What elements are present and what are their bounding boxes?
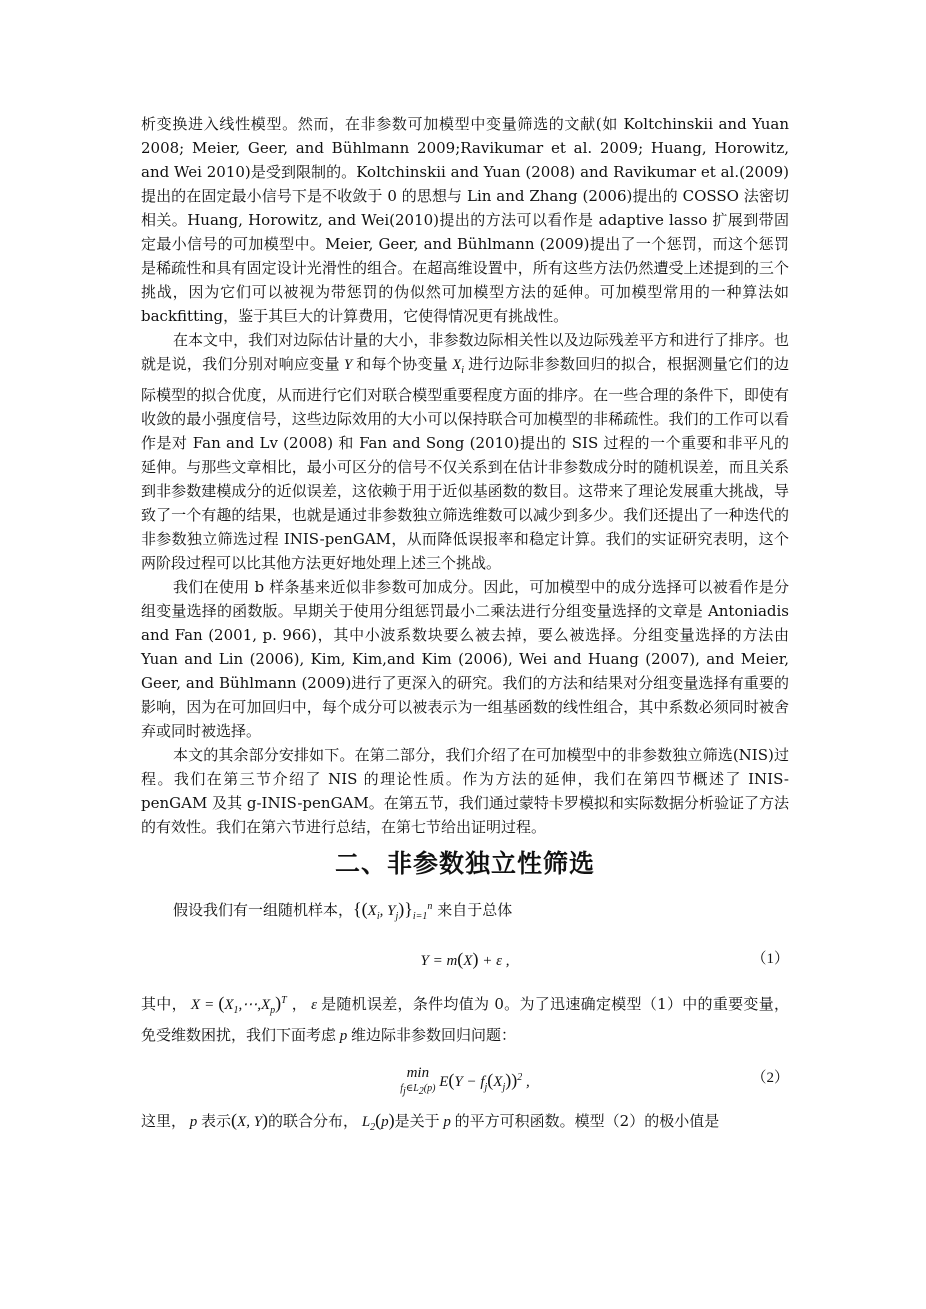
where-sentence: 其中， $X = (X_1,\cdots,X_p)^T$ ， ε 是随机误差，条件均值为 0。为了迅速确定模型（1）中的重要变量，免受维数困扰，我们下面考虑 p 维边际非参数回归问题： [141,993,789,1044]
equation-2-min: min [406,1065,430,1082]
sample-text-after: 来自于总体 [437,901,513,919]
equation-1-number: （1） [751,951,789,967]
paragraph-2: 在本文中，我们对边际估计量的大小，非参数边际相关性以及边际残差平方和进行了排序。也就是说，我们分别对响应变量 Y 和每个协变量 $X_i$ 进行边际非参数回归的拟合，根据测量它们的边际模型的拟合优度，从而进行它们对联合模型重要程度方面的排序。在一些合理的条件下，即使有收敛的最小强度信号，这些边际效用的大小可以保持联合可加模型的非稀疏性。我们的工作可以看作是对 Fan and Lv (2008) 和 Fan and Song (2010)提出的 SIS 过程的一个重要和非平凡的延伸。与那些文章相比，最小可区分的信号不仅关系到在估计非参数成分时的随机误差，而且关系到非参数建模成分的近似误差，这依赖于用于近似基函数的数目。这带来了理论发展重大挑战，导致了一个有趣的结果，也就是通过非参数独立筛选维数可以减少到多少。我们还提出了一种迭代的非参数独立筛选过程 INIS-penGAM，从而降低误报率和稳定计算。我们的实证研究表明，这个两阶段过程可以比其他方法更好地处理上述三个挑战。 [141,331,789,572]
sample-formula: {($X_i$, $Y_j)\}_{i=1}^n$ [353,899,433,922]
paragraph-2-part-b: 和每个协变量 [356,355,449,373]
last-text-d: 是关于 [394,1112,440,1130]
where-text-c: 维边际非参数回归问题： [351,1026,517,1044]
where-text-b: 是随机误差，条件均值为 0。为了迅速确定模型（1）中的重要变量，免受维数困扰，我们下面考虑 [141,995,789,1044]
paragraph-2-part-c: 进行边际非参数回归的拟合，根据测量它们的边际模型的拟合优度，从而进行它们对联合模型重要程度方面的排序。在一些合理的条件下，即使有收敛的最小强度信号，这些边际效用的大小可以保持联合可加模型的非稀疏性。我们的工作可以看作是对 Fan and Lv (2008) 和 Fan and Song (2010)提出的 SIS 过程的一个重要和非平凡的延伸。与那些文章相比，最小可区分的信号不仅关系到在估计非参数成分时的随机误差，而且关系到非参数建模成分的近似误差，这依赖于用于近似基函数的数目。这带来了理论发展重大挑战，导致了一个有趣的结果，也就是通过非参数独立筛选维数可以减少到多少。我们还提出了一种迭代的非参数独立筛选过程 INIS-penGAM，从而降低误报率和稳定计算。我们的实证研究表明，这个两阶段过程可以比其他方法更好地处理上述三个挑战。 [141,355,789,572]
section-heading: 二、非参数独立性筛选 [334,849,595,878]
last-text-c: 的联合分布， [268,1112,359,1130]
equation-1: Y = m(X) + ε , （1） [141,941,789,977]
last-sentence: 这里， p 表示(X, Y)的联合分布， $L_2(p)$是关于 p 的平方可积函数。模型（2）的极小值是 [141,1110,720,1133]
page-content [141,112,789,1152]
paragraph-2-part-a: 在本文中，我们对边际估计量的大小，非参数边际相关性以及边际残差平方和进行了排序。也就是说，我们分别对响应变量 [141,331,789,373]
sample-sentence [141,895,789,929]
sample-text-before: 假设我们有一组随机样本， [173,901,354,919]
where-text-a: 其中， [141,995,187,1013]
equation-2-number: （2） [751,1070,789,1086]
last-text-b: 表示 [201,1112,232,1130]
paragraph-1: 析变换进入线性模型。然而，在非参数可加模型中变量筛选的文献(如 Koltchinskii and Yuan 2008; Meier, Geer, and Bühlmann 2009;Ravikumar et al. 2009; Huang, Horowitz, and Wei 2010)是受到限制的。Koltchinskii and Yuan (2008) and Ravikumar et al.(2009)提出的在固定最小信号下是不收敛于 0 的思想与 Lin and Zhang (2006)提出的 COSSO 法密切相关。Huang, Horowitz, and Wei(2010)提出的方法可以看作是 adaptive lasso 扩展到带固定最小信号的可加模型中。Meier, Geer, and Bühlmann (2009)提出了一个惩罚，而这个惩罚是稀疏性和具有固定设计光滑性的组合。在超高维设置中，所有这些方法仍然遭受上述提到的三个挑战，因为它们可以被视为带惩罚的伪似然可加模型方法的延伸。可加模型常用的一种算法如 backfitting，鉴于其巨大的计算费用，它使得情况更有挑战性。 [141,115,789,325]
equation-2: min $f_j\in L_2(p) E(Y - f_j(X_j))^2$ , （2） [141,1060,789,1096]
paragraph-4: 本文的其余部分安排如下。在第二部分，我们介绍了在可加模型中的非参数独立筛选(NIS)过程。我们在第三节介绍了 NIS 的理论性质。作为方法的延伸，我们在第四节概述了 INIS-penGAM 及其 g-INIS-penGAM。在第五节，我们通过蒙特卡罗模拟和实际数据分析验证了方法的有效性。我们在第六节进行总结，在第七节给出证明过程。 [141,746,789,836]
last-text-e: 的平方可积函数。模型（2）的极小值是 [454,1112,720,1130]
last-text-a: 这里， [141,1112,187,1130]
paragraph-3: 我们在使用 b 样条基来近似非参数可加成分。因此，可加模型中的成分选择可以被看作是分组变量选择的函数版。早期关于使用分组惩罚最小二乘法进行分组变量选择的文章是 Antoniadis and Fan (2001, p. 966)，其中小波系数块要么被去掉，要么被选择。分组变量选择的方法由 Yuan and Lin (2006), Kim, Kim,and Kim (2006), Wei and Huang (2007), and Meier, Geer, and Bühlmann (2009)进行了更深入的研究。我们的方法和结果对分组变量选择有重要的影响，因为在可加回归中，每个成分可以被表示为一组基函数的线性组合，其中系数必须同时被舍弃或同时被选择。 [141,578,789,740]
